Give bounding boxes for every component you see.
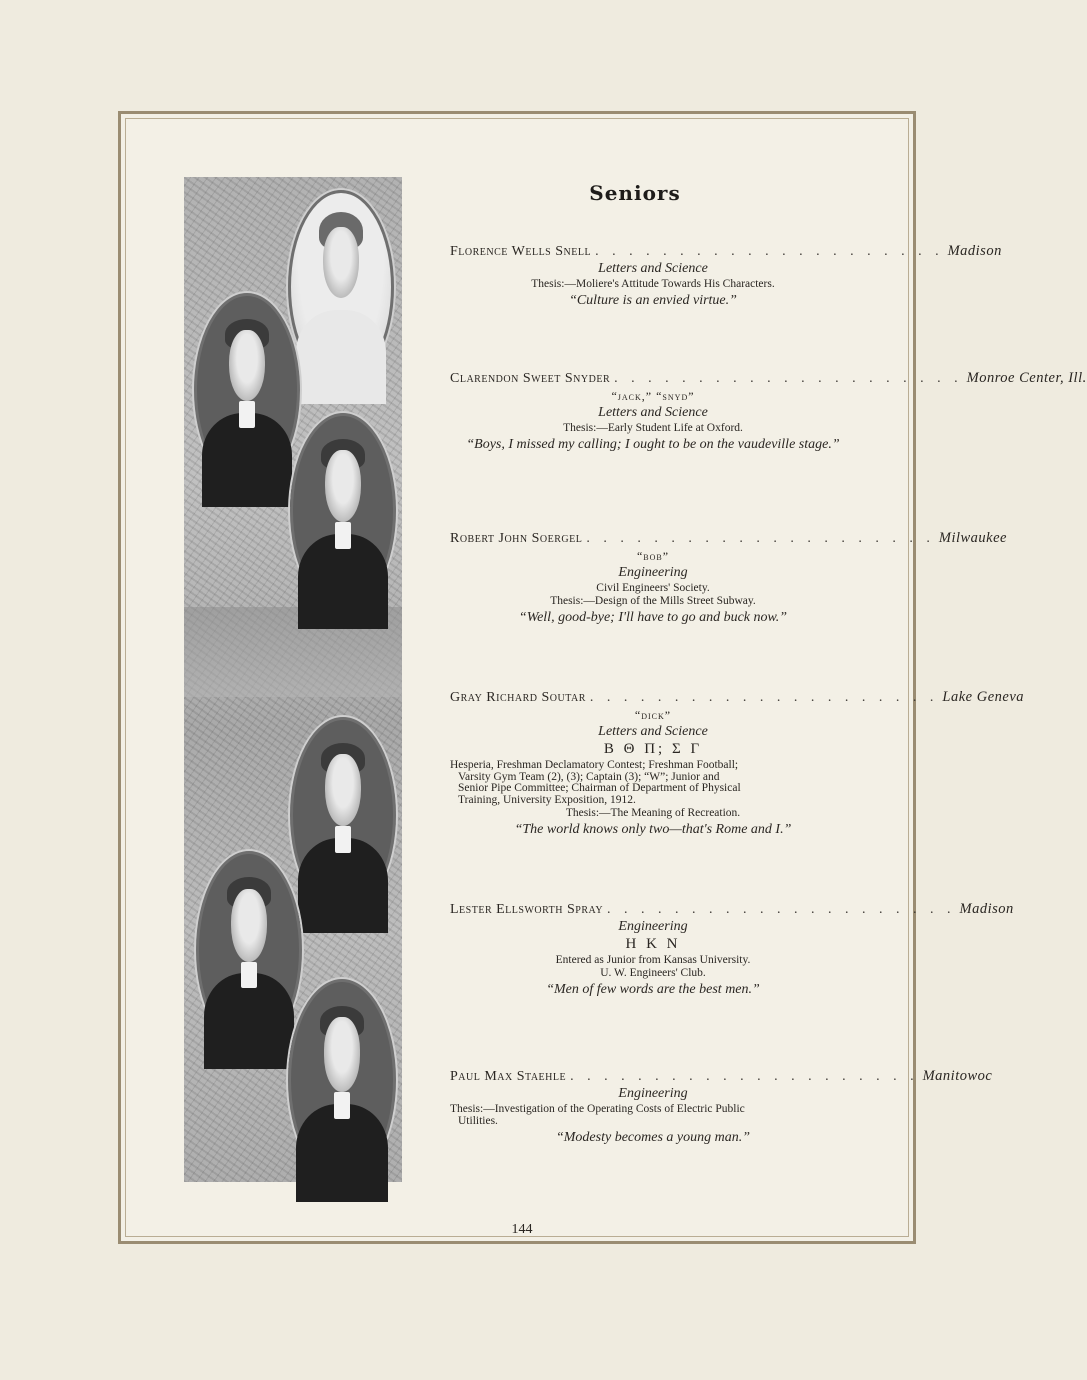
- activities-line: Training, University Exposition, 1912.: [458, 793, 636, 806]
- portrait-soutar: [290, 717, 396, 913]
- entry-quote: “Modesty becomes a young man.”: [555, 1130, 751, 1145]
- entry-thesis: [450, 1104, 856, 1127]
- entry-quote: “Well, good-bye; I'll have to go and buck now.”: [518, 610, 788, 625]
- entry-hometown: Manitowoc: [922, 1068, 993, 1084]
- entry-spray: [450, 901, 1014, 998]
- entry-college: Engineering: [618, 1086, 688, 1101]
- portrait-snell: [288, 190, 394, 384]
- entry-nickname: “jack,” “snyd”: [611, 389, 695, 403]
- photo-column: [184, 177, 402, 1182]
- entry-snell: [450, 243, 1002, 309]
- entry-greek-letters: Η Κ Ν: [625, 936, 681, 952]
- entry-activities: [450, 760, 856, 806]
- entry-quote: “Men of few words are the best men.”: [546, 982, 760, 997]
- entry-hometown: Madison: [959, 901, 1014, 917]
- entry-thesis: Thesis:—Design of the Mills Street Subway.: [550, 595, 756, 607]
- entry-college: Engineering: [618, 565, 688, 580]
- thesis-line: Utilities.: [458, 1114, 498, 1127]
- entry-college: Letters and Science: [598, 724, 708, 739]
- entry-activity: U. W. Engineers' Club.: [600, 967, 706, 979]
- entry-hometown: Lake Geneva: [942, 689, 1025, 705]
- entry-name: Paul Max Staehle: [450, 1069, 567, 1084]
- entry-college: Engineering: [618, 919, 688, 934]
- portrait-soergel: [290, 413, 396, 609]
- entry-hometown: Monroe Center, Ill.: [966, 370, 1087, 386]
- entry-thesis: Thesis:—Early Student Life at Oxford.: [563, 422, 743, 434]
- entry-name: Clarendon Sweet Snyder: [450, 371, 611, 386]
- entry-activity: Civil Engineers' Society.: [596, 582, 710, 594]
- portrait-spray: [196, 851, 302, 1049]
- entry-nickname: “dick”: [634, 708, 672, 722]
- entry-snyder: [450, 370, 1087, 453]
- entry-name: Florence Wells Snell: [450, 244, 592, 259]
- activities-line: Varsity Gym Team (2), (3); Captain (3); “W”; Junior and: [458, 770, 720, 783]
- leader-dots: . . . . . . . . . . . . . . . . . . . . .: [586, 531, 935, 546]
- entry-quote: “The world knows only two—that's Rome and I.”: [514, 822, 792, 837]
- leader-dots: . . . . . . . . . . . . . . . . . . . . .: [614, 371, 963, 386]
- leader-dots: . . . . . . . . . . . . . . . . . . . . .: [607, 902, 956, 917]
- entry-college: Letters and Science: [598, 261, 708, 276]
- entry-soutar: [450, 689, 1025, 838]
- activities-line: Senior Pipe Committee; Chairman of Department of Physical: [458, 782, 741, 794]
- portrait-snyder: [194, 293, 300, 487]
- entry-college: Letters and Science: [598, 405, 708, 420]
- leader-dots: . . . . . . . . . . . . . . . . . . . . .: [595, 244, 944, 259]
- page-heading: Seniors: [589, 181, 681, 205]
- activities-line: Hesperia, Freshman Declamatory Contest; Freshman Football;: [450, 759, 739, 771]
- leader-dots: . . . . . . . . . . . . . . . . . . . . .: [570, 1069, 919, 1084]
- entry-nickname: “bob”: [636, 549, 670, 563]
- entry-hometown: Milwaukee: [938, 530, 1007, 546]
- entry-hometown: Madison: [947, 243, 1002, 259]
- entry-quote: “Culture is an envied virtue.”: [569, 293, 737, 308]
- entry-soergel: [450, 530, 1007, 626]
- entry-quote: “Boys, I missed my calling; I ought to be on the vaudeville stage.”: [466, 437, 840, 452]
- entry-thesis: Thesis:—Moliere's Attitude Towards His Characters.: [531, 278, 775, 290]
- entry-name: Lester Ellsworth Spray: [450, 902, 604, 917]
- entry-name: Robert John Soergel: [450, 531, 583, 546]
- thesis-line: Thesis:—Investigation of the Operating Costs of Electric Public: [450, 1103, 745, 1115]
- leader-dots: . . . . . . . . . . . . . . . . . . . . .: [589, 690, 939, 705]
- entry-name: Gray Richard Soutar: [450, 690, 586, 705]
- entry-greek-letters: Β Θ Π; Σ Γ: [603, 741, 703, 757]
- entry-thesis: Thesis:—The Meaning of Recreation.: [565, 807, 741, 819]
- entry-staehle: [450, 1068, 993, 1146]
- portrait-staehle: [288, 979, 396, 1181]
- entry-activity: Entered as Junior from Kansas University.: [555, 954, 751, 966]
- page-number: 144: [511, 1222, 533, 1237]
